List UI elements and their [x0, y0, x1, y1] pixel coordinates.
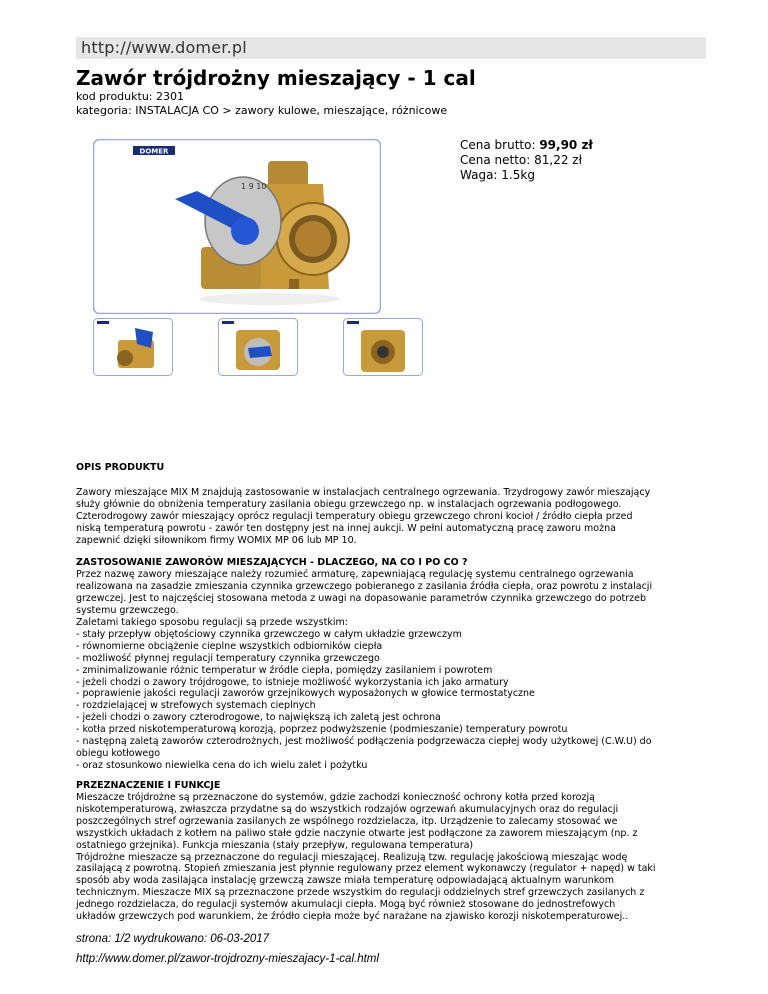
text-line: poszczególnych stref ogrzewania zasilanych ze wspólnego rozdzielacza, itp. Urządzenie to zalecamy stosować we: [76, 815, 618, 827]
price-gross-label: Cena brutto:: [460, 138, 540, 152]
thumbnail-3[interactable]: [343, 318, 423, 376]
text-line: służy głównie do obniżenia temperatury zasilania obiegu grzewczego np. w instalacjach ogrzewania podłogowego.: [76, 498, 622, 510]
list-item: - jeżeli chodzi o zawory trójdrogowe, to istnieje możliwość wykorzystania ich jako armatury: [76, 676, 509, 688]
section2-paragraph: [76, 569, 710, 617]
text-line: technicznym. Mieszacze MIX są przeznaczone przede wszystkim do regulacji oddzielnych stref grzewczych zasilanych z: [76, 887, 645, 899]
text-line: Trójdrożne mieszacze są przeznaczone do regulacji mieszającej. Realizują tzw. regulację jakościową mieszając wodę: [76, 851, 628, 863]
list-item: - rozdzielającej w strefowych systemach cieplnych: [76, 700, 316, 712]
text-line: niską temperaturą powrotu - zawór ten dostępny jest na innej aukcji. W pełni automatyczną pracę zaworu można: [76, 522, 616, 534]
site-url: http://www.domer.pl: [81, 38, 247, 57]
list-item: - jeżeli chodzi o zawory czterodrogowe, to największą ich zaletą jest ochrona: [76, 712, 441, 724]
product-title: Zawór trójdrożny mieszający - 1 cal: [76, 66, 476, 90]
text-line: zapewnić dzięki siłownikom firmy WOMIX MP 06 lub MP 10.: [76, 534, 357, 546]
list-item: - poprawienie jakości regulacji zaworów grzejnikowych wyposażonych w głowice termostatyczne: [76, 688, 535, 700]
list-item: Zaletami takiego sposobu regulacji są przede wszystkim:: [76, 617, 348, 628]
text-line: Zawory mieszające MIX M znajdują zastosowanie w instalacjach centralnego ogrzewania. Trzydrogowy zawór mieszający: [76, 487, 651, 498]
price-gross: [460, 138, 593, 153]
list-item: - możliwość płynnej regulacji temperatury czynnika grzewczego: [76, 652, 380, 664]
section3-paragraph: [76, 792, 710, 923]
product-category: kategoria: INSTALACJA CO > zawory kulowe, mieszające, różnicowe: [76, 104, 448, 117]
list-item: - zminimalizowanie różnic temperatur w źródle ciepła, pomiędzy zasilaniem i powrotem: [76, 664, 493, 676]
text-line: ostatniego grzejnika). Funkcja mieszania (stały przepływ, regulowana temperatura): [76, 839, 474, 851]
section2-list: [76, 617, 710, 772]
text-line: Przez nazwę zawory mieszające należy rozumieć armaturę, zapewniającą regulację systemu centralnego ogrzewania: [76, 569, 634, 580]
thumbnail-2[interactable]: [218, 318, 298, 376]
list-item: obiegu kotłowego: [76, 747, 161, 759]
description-heading: OPIS PRODUKTU: [76, 462, 165, 473]
list-item: - oraz stosunkowo niewielka cena do ich wielu zalet i pożytku: [76, 759, 368, 771]
text-line: systemu grzewczego.: [76, 604, 179, 616]
description-intro: [76, 487, 710, 547]
text-line: jednego rozdzielacza, do regulacji systemów akumulacji ciepła. Mogą być również stosowane do jednostrefowych: [76, 899, 616, 911]
thumbnail-1[interactable]: [93, 318, 173, 376]
text-line: Czterodrogowy zawór mieszający oprócz regulacji temperatury obiegu grzewczego chroni kocioł / źródło ciepła przed: [76, 510, 633, 522]
price-box: [460, 138, 593, 183]
text-line: sposób aby woda zasilająca instalację grzewczą zawsze miała temperaturę odpowiadającą aktualnym warunkom: [76, 875, 614, 887]
site-url-bar: [76, 37, 706, 59]
list-item: - równomierne obciążenie cieplne wszystkich odbiorników ciepła: [76, 640, 383, 652]
text-line: niskotemperaturową, zwłaszcza przydatne są do wszystkich rodzajów ogrzewań akumulacyjnych oraz do regulacji: [76, 803, 619, 815]
text-line: wszystkich układach z kotłem na paliwo stałe gdzie naczynie otwarte jest podłączone za zaworem mieszającym (np. z: [76, 827, 638, 839]
price-gross-value: 99,90 zł: [539, 138, 593, 152]
list-item: - następną zaletą zaworów czterodrożnych, jest możliwość podłączenia podgrzewacza ciepłej wody użytkowej (C.W.U) do: [76, 736, 652, 748]
text-line: zasilającą z powrotną. Stopień zmieszania jest płynnie regulowany przez element wykonawczy (regulator + napęd) w taki: [76, 863, 656, 875]
section2-heading: ZASTOSOWANIE ZAWORÓW MIESZAJĄCYCH - DLACZEGO, NA CO I PO CO ?: [76, 557, 468, 568]
text-line: realizowana na zasadzie zmieszania czynnika grzewczego pobieranego z zasilania źródła ciepła, oraz powrotu z instalacji: [76, 580, 653, 592]
product-code: kod produktu: 2301: [76, 90, 184, 103]
valve-scale-label: 1 9 10: [241, 182, 267, 191]
price-net: Cena netto: 81,22 zł: [460, 153, 583, 167]
text-line: układów grzewczych pod warunkiem, że źródło ciepła może być narażane na zjawisko korozji niskotemperaturowej..: [76, 911, 629, 923]
text-line: grzewczej. Jest to najczęściej stosowana metoda z uwagi na dopasowanie parametrów czynnika grzewczego do potrzeb: [76, 592, 647, 604]
footer-url[interactable]: http://www.domer.pl/zawor-trojdrozny-mieszajacy-1-cal.html: [76, 953, 379, 965]
text-line: Mieszacze trójdrożne są przeznaczone do systemów, gdzie zachodzi konieczność ochrony kotła przed korozją: [76, 792, 595, 803]
footer-page-info: strona: 1/2 wydrukowano: 06-03-2017: [76, 933, 270, 945]
section3-heading: PRZEZNACZENIE I FUNKCJE: [76, 780, 221, 791]
main-product-photo[interactable]: [93, 139, 381, 314]
brand-logo-text: DOMER: [139, 147, 169, 156]
product-weight: Waga: 1.5kg: [460, 168, 535, 182]
list-item: - stały przepływ objętościowy czynnika grzewczego w całym układzie grzewczym: [76, 628, 462, 640]
list-item: - kotła przed niskotemperaturową korozją, poprzez podwyższenie (podmieszanie) temperatury powrotu: [76, 724, 568, 736]
